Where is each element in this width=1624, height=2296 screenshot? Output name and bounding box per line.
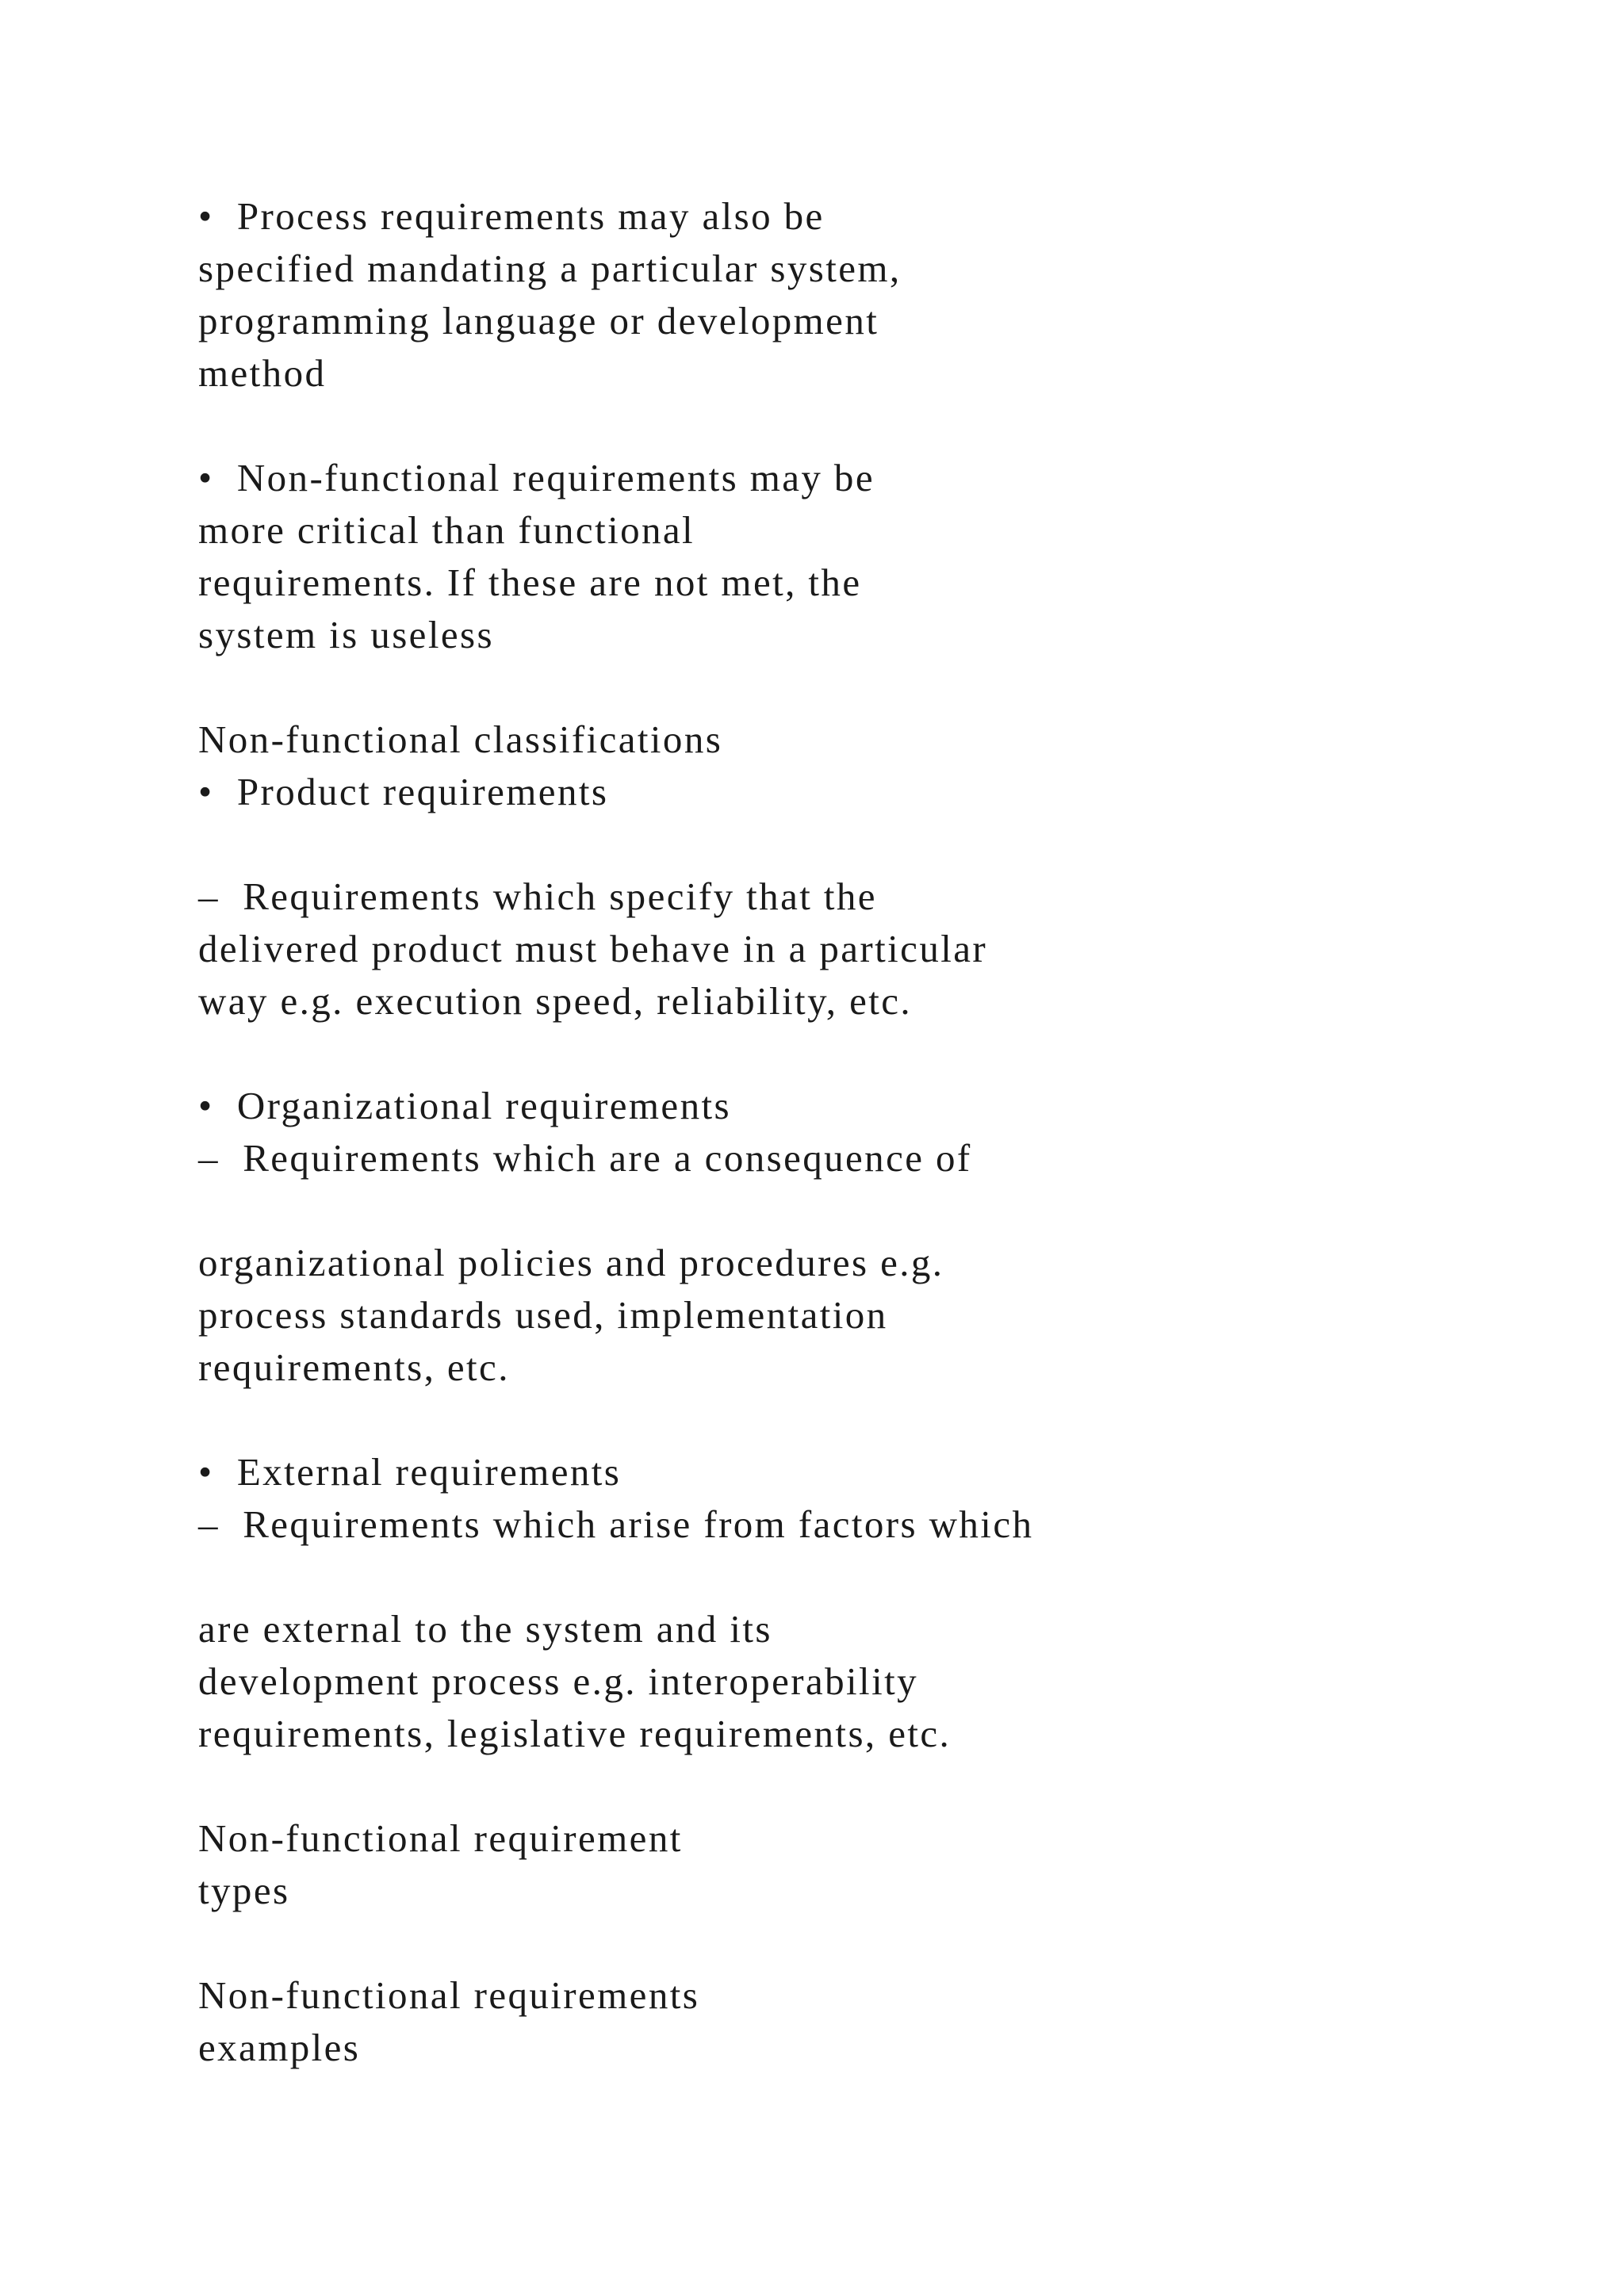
text-line: requirements, etc.	[198, 1345, 510, 1389]
text-line: • Process requirements may also be	[198, 194, 825, 238]
text-line: requirements, legislative requirements, etc.	[198, 1712, 952, 1755]
text-line: are external to the system and its	[198, 1607, 772, 1651]
text-line: programming language or development	[198, 299, 879, 342]
text-line: – Requirements which specify that the	[198, 874, 877, 918]
text-line: – Requirements which arise from factors which	[198, 1502, 1034, 1546]
text-line: • Product requirements	[198, 770, 609, 813]
section-heading: Non-functional requirements	[198, 1973, 700, 2017]
text-line: delivered product must behave in a particular	[198, 927, 988, 970]
text-line: • External requirements	[198, 1450, 622, 1494]
paragraph-spacer	[198, 661, 1467, 714]
paragraph-spacer	[198, 1184, 1467, 1237]
text-line: organizational policies and procedures e.g.	[198, 1241, 944, 1284]
text-line: system is useless	[198, 613, 494, 656]
paragraph	[198, 190, 1467, 400]
paragraph	[198, 1603, 1467, 1760]
paragraph	[198, 452, 1467, 661]
paragraph-spacer	[198, 1760, 1467, 1812]
paragraph	[198, 1237, 1467, 1394]
paragraph-spacer	[198, 400, 1467, 452]
section-heading: examples	[198, 2026, 361, 2069]
text-line: • Non-functional requirements may be	[198, 456, 875, 499]
paragraph	[198, 1812, 1467, 1917]
paragraph	[198, 1446, 1467, 1551]
text-line: – Requirements which are a consequence of	[198, 1136, 972, 1180]
text-line: specified mandating a particular system,	[198, 247, 902, 290]
text-line: way e.g. execution speed, reliability, etc.	[198, 979, 913, 1023]
paragraph	[198, 1969, 1467, 2074]
document-body	[198, 190, 1467, 2074]
paragraph-spacer	[198, 818, 1467, 871]
text-line: • Organizational requirements	[198, 1084, 731, 1127]
paragraph-spacer	[198, 1551, 1467, 1603]
paragraph-spacer	[198, 1394, 1467, 1446]
paragraph	[198, 1080, 1467, 1184]
section-heading: Non-functional requirement	[198, 1816, 683, 1860]
paragraph-spacer	[198, 1027, 1467, 1080]
text-line: method	[198, 351, 327, 395]
paragraph-spacer	[198, 1917, 1467, 1969]
section-heading: types	[198, 1869, 290, 1912]
paragraph	[198, 871, 1467, 1027]
paragraph	[198, 714, 1467, 818]
text-line: requirements. If these are not met, the	[198, 561, 862, 604]
text-line: more critical than functional	[198, 508, 695, 552]
text-line: process standards used, implementation	[198, 1293, 888, 1337]
section-heading: Non-functional classifications	[198, 718, 723, 761]
text-line: development process e.g. interoperability	[198, 1659, 919, 1703]
